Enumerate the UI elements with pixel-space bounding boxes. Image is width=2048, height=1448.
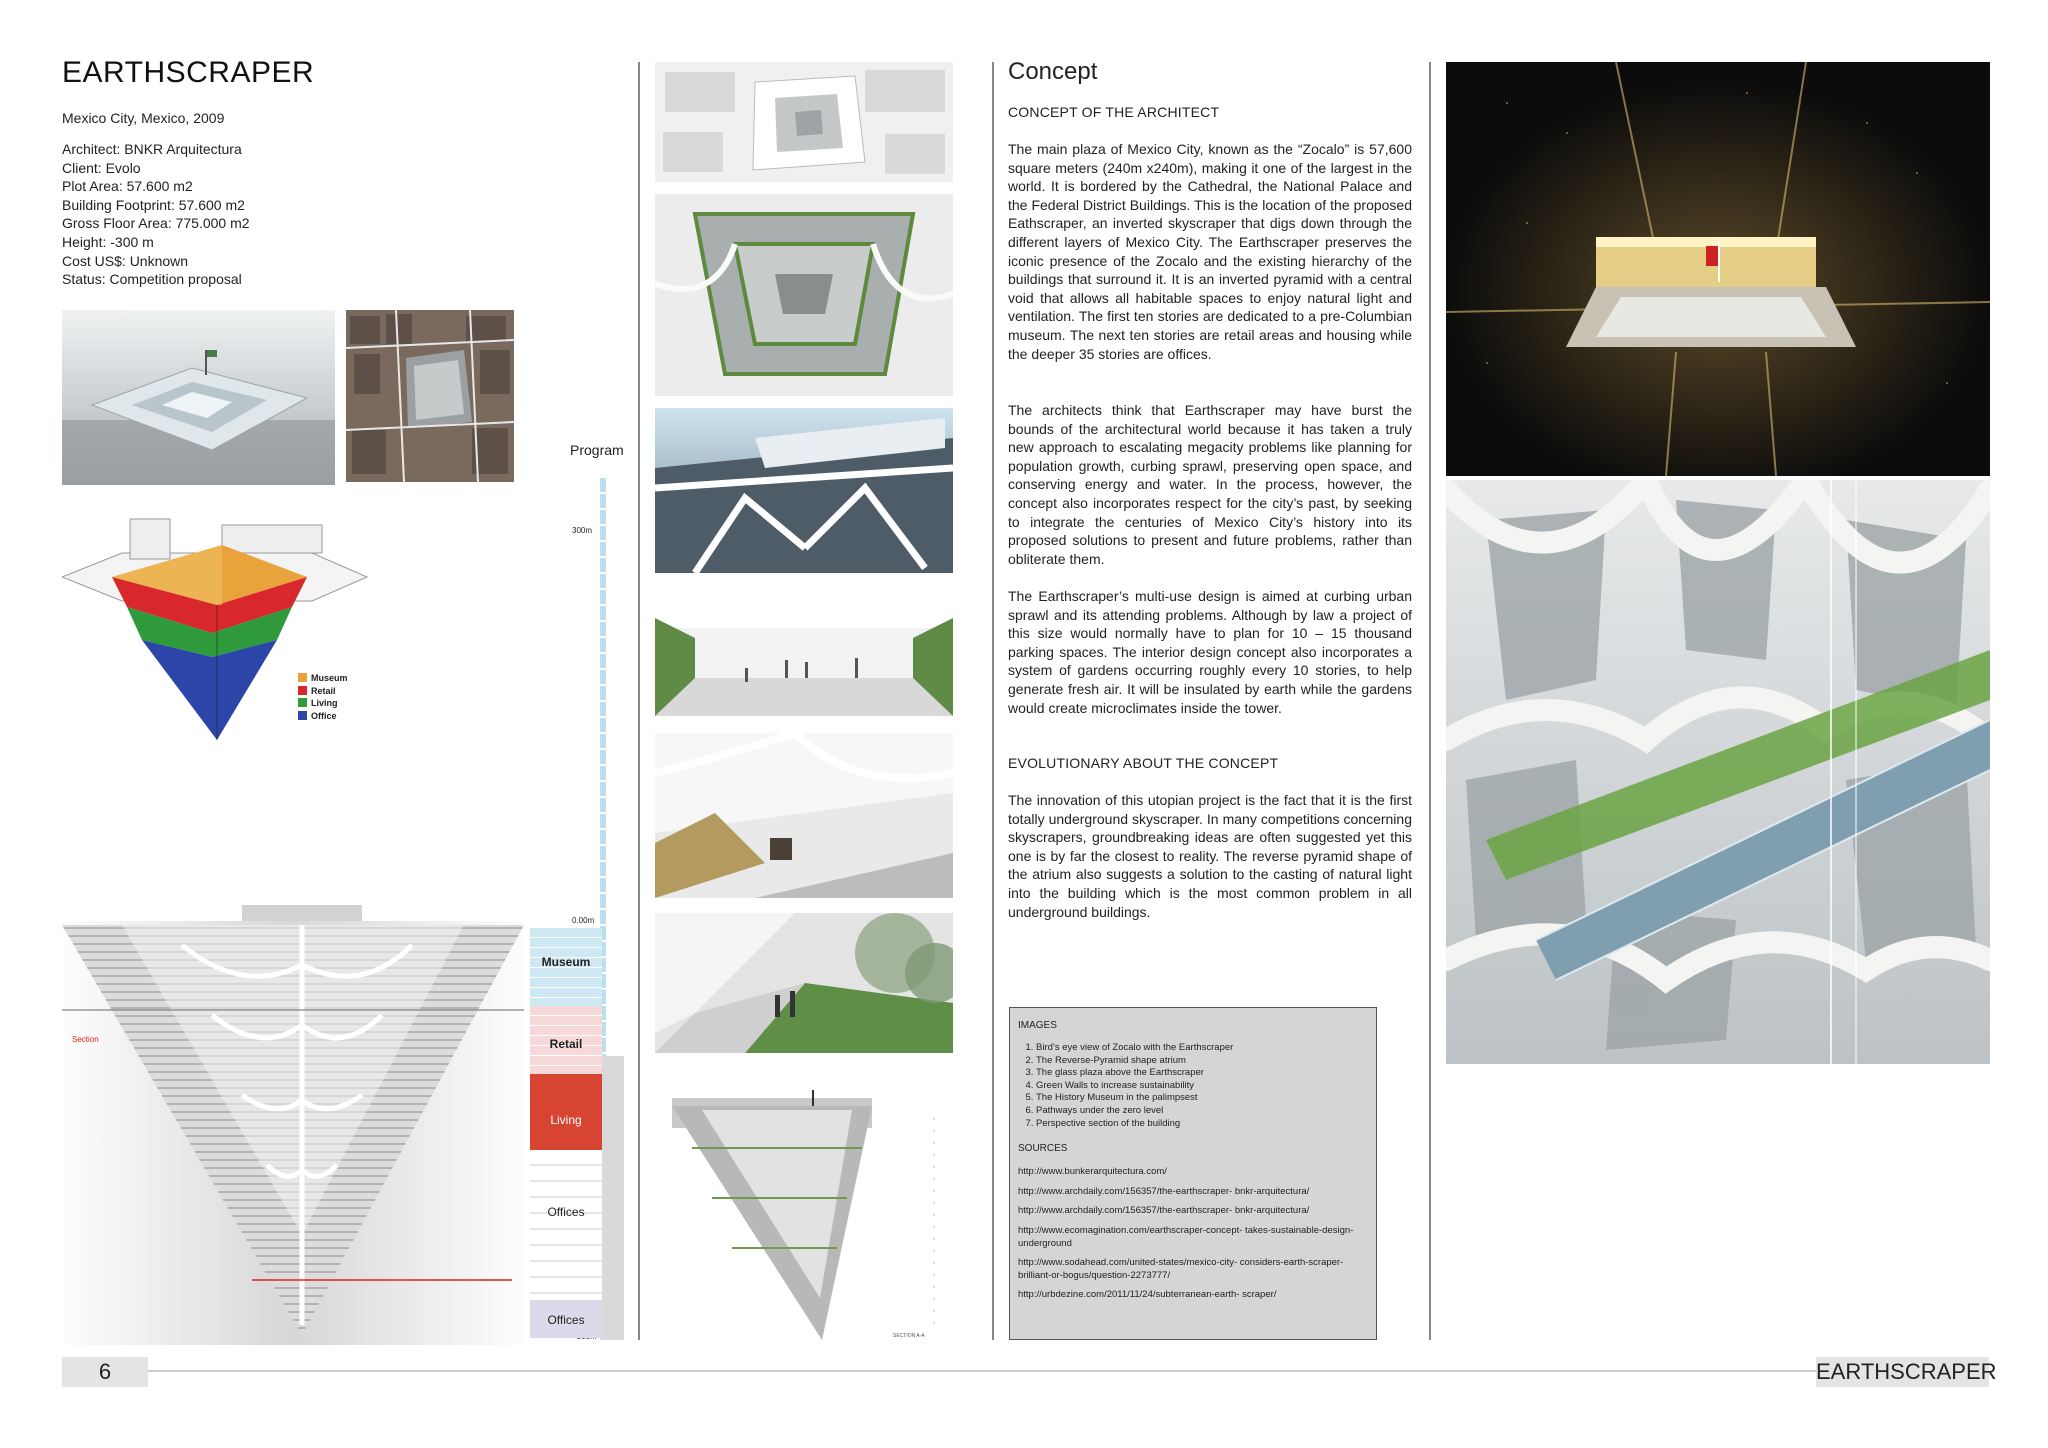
image-item: 3. The glass plaza above the Earthscraper — [1036, 1067, 1368, 1080]
aerial-render-photo — [62, 310, 335, 485]
program-label-museum: Museum — [541, 955, 591, 969]
program-bar-living — [530, 1074, 602, 1150]
level-0m: 0.00m — [572, 916, 595, 925]
concept-paragraph-4: The innovation of this utopian project is the fact that it is the first totally underground skyscraper. In many competitions concerning skyscrapers, groundbreaking ideas are often suggested yet this one is by far the closest to reality. The reverse pyramid shape of the atrium also suggests a solution to the casting of natural light into the building which is the most common problem in all underground buildings. — [1008, 792, 1412, 920]
level-300m: 300m — [572, 526, 593, 535]
images-label: IMAGES — [1018, 1020, 1057, 1031]
concept-paragraph-1: The main plaza of Mexico City, known as the “Zocalo” is 57,600 square meters (240m x240m), making it one of the largest in the world. It is bordered by the Cathedral, the National Palace and the Federal District Buildings. This is the location of the proposed Eathscraper, an inverted skyscraper that digs down through the different layers of Mexico City. The Earthscraper preserves the iconic presence of the Zocalo and the existing hierarchy of the buildings that surround it. It is an inverted pyramid with a central void that allows all habitable spaces to enjoy natural light and ventilation. The first ten stories are dedicated to a pre-Columbian museum. The next ten stories are retail areas and housing while the deeper 35 stories are offices. — [1008, 141, 1412, 362]
fact-building-footprint: Building Footprint: 57.600 m2 — [62, 196, 245, 213]
fact-status: Status: Competition proposal — [62, 271, 242, 288]
fact-plot-area: Plot Area: 57.600 m2 — [62, 178, 193, 195]
image-item: 2. The Reverse-Pyramid shape atrium — [1036, 1055, 1368, 1068]
program-label-living: Living — [550, 1113, 582, 1127]
concept-paragraph-3: The Earthscraper’s multi-use design is aimed at curbing urban sprawl and its attending problems. Although by law a project of this size would normally have to plan for 10 – 15 thousand parking spaces. The interior design concept also incorporates a system of gardens occurring roughly every 10 stories, to help generate fresh air. It will be insulated by earth while the gardens would create microclimates inside the tower. — [1008, 588, 1412, 716]
image-item: 4. Green Walls to increase sustainability — [1036, 1080, 1368, 1093]
image-item: 1. Bird’s eye view of Zocalo with the Earthscraper — [1036, 1042, 1368, 1055]
concept-subheading-1: CONCEPT OF THE ARCHITECT — [1008, 104, 1220, 120]
source-link[interactable]: http://www.bunkerarquitectura.com/ — [1018, 1166, 1167, 1178]
image-item: 6. Pathways under the zero level — [1036, 1105, 1368, 1118]
image-item: 7. Perspective section of the building — [1036, 1118, 1368, 1131]
fact-gross-floor-area: Gross Floor Area: 775.000 m2 — [62, 215, 250, 232]
program-title: Program — [570, 442, 624, 458]
program-grey-strip — [602, 1056, 624, 1340]
fact-height: Height: -300 m — [62, 233, 154, 250]
legend-office: Office — [298, 710, 348, 723]
program-label-offices-2: Offices — [547, 1313, 585, 1327]
concept-paragraph-2: The architects think that Earthscraper may have burst the bounds of the architectural world because it has taken a truly new approach to escalating megacity problems like planning for population growth, curbing sprawl, preserving open space, and conserving energy and water. In the process, however, the concept also incorporates respect for the city’s past, by seeking to integrate the centuries of Mexico City’s history into its proposed solutions to present and future problems, rather than obliterate them. — [1008, 402, 1412, 567]
legend-living: Living — [298, 697, 348, 710]
page-number: 6 — [62, 1357, 148, 1387]
sources-label: SOURCES — [1018, 1143, 1068, 1155]
satellite-photo — [346, 310, 514, 482]
pyramid-program-diagram — [62, 505, 402, 740]
render-perspective-section — [672, 1088, 950, 1340]
fact-cost: Cost US$: Unknown — [62, 252, 189, 269]
render-glass-plaza — [655, 408, 953, 573]
page-title: EARTHSCRAPER — [62, 56, 315, 89]
program-bar-offices-1 — [530, 1150, 602, 1300]
column-divider-2 — [992, 62, 994, 1340]
program-label-offices-1: Offices — [547, 1205, 585, 1219]
source-link[interactable]: http://www.archdaily.com/156357/the-earthscraper- bnkr-arquitectura/ — [1018, 1205, 1310, 1217]
image-item: 5. The History Museum in the palimpsest — [1036, 1092, 1368, 1105]
diagram-legend — [298, 672, 348, 722]
night-aerial-photo — [1446, 62, 1990, 476]
image-list — [1018, 1042, 1368, 1130]
source-link[interactable]: http://www.sodahead.com/united-states/mexico-city- considers-earth-scraper- brilliant-or-bogus/question-2273777/ — [1018, 1257, 1344, 1281]
fact-architect: Architect: BNKR Arquitectura — [62, 141, 242, 157]
atrium-bridge-render — [1446, 480, 1990, 1064]
render-green-walls — [655, 588, 953, 716]
fact-client: Client: Evolo — [62, 159, 141, 176]
source-link[interactable]: http://www.archdaily.com/156357/the-earthscraper- bnkr-arquitectura/ — [1018, 1185, 1310, 1197]
legend-museum: Museum — [298, 672, 348, 685]
render-top-view — [655, 62, 953, 182]
column-divider-1 — [638, 62, 640, 1340]
concept-subheading-2: EVOLUTIONARY ABOUT THE CONCEPT — [1008, 755, 1279, 771]
source-link[interactable]: http://urbdezine.com/2011/11/24/subterranean-earth- scraper/ — [1018, 1289, 1277, 1301]
small-section-label: SECTION A-A — [893, 1333, 925, 1339]
concept-heading: Concept — [1008, 58, 1098, 85]
column-divider-3 — [1429, 62, 1431, 1340]
render-history-museum — [655, 733, 953, 898]
render-atrium — [655, 194, 953, 396]
legend-retail: Retail — [298, 685, 348, 698]
references-box — [1009, 1007, 1377, 1340]
footer-rule — [148, 1370, 1820, 1372]
source-link[interactable]: http://www.ecomagination.com/earthscraper-concept- takes-sustainable-design- underground — [1018, 1224, 1354, 1249]
render-pathways — [655, 913, 953, 1053]
footer-title: EARTHSCRAPER — [1816, 1357, 1989, 1387]
program-label-retail: Retail — [549, 1037, 583, 1051]
project-location: Mexico City, Mexico, 2009 — [62, 110, 225, 126]
building-section-drawing — [62, 905, 524, 1345]
project-facts — [62, 140, 250, 289]
section-label: Section — [72, 1035, 99, 1044]
